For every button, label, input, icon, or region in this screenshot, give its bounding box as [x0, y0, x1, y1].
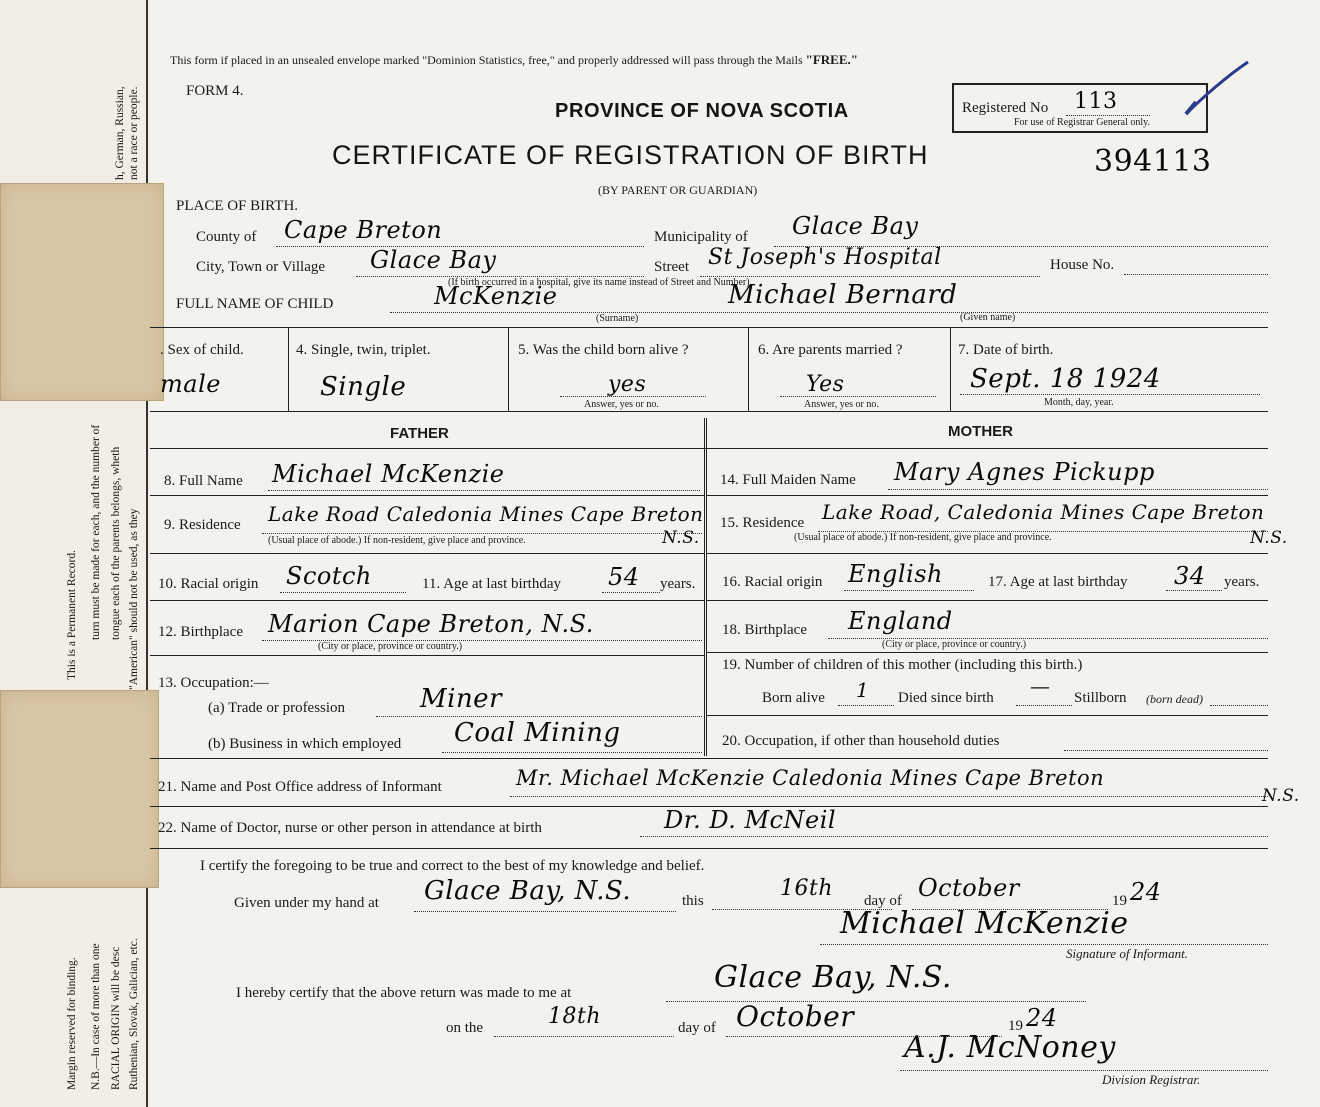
- father-heading: FATHER: [390, 425, 449, 442]
- sex-value: male: [160, 370, 221, 398]
- mother-age-label: 17. Age at last birthday: [988, 574, 1128, 590]
- father-age-unit: years.: [660, 576, 696, 592]
- registrar-year-value: 24: [1026, 1004, 1058, 1032]
- dob-value: Sept. 18 1924: [970, 364, 1161, 394]
- given-day-label: day of: [864, 893, 902, 909]
- margin-text-nb: N.B.—In case of more than one: [90, 943, 102, 1090]
- mother-birthplace-caption: (City or place, province or country.): [882, 639, 1027, 650]
- died-since-value: —: [1030, 674, 1051, 698]
- house-label: House No.: [1050, 257, 1115, 273]
- stamp-number: 394113: [1094, 144, 1212, 179]
- margin-text-permanent: This is a Permanent Record.: [66, 550, 78, 680]
- mother-racial-label: 16. Racial origin: [722, 574, 823, 590]
- registrar-place-value: Glace Bay, N.S.: [714, 960, 952, 995]
- stillborn-caption: (born dead): [1146, 692, 1203, 706]
- father-age-value: 54: [608, 563, 640, 591]
- street-label: Street: [654, 259, 689, 275]
- street-value: St Joseph's Hospital: [708, 245, 942, 270]
- father-business-value: Coal Mining: [454, 718, 621, 748]
- died-since-label: Died since birth: [898, 690, 994, 706]
- given-day-value: 16th: [780, 876, 834, 901]
- mother-name-value: Mary Agnes Pickupp: [894, 458, 1155, 486]
- registrar-signature-caption: Division Registrar.: [1102, 1072, 1201, 1087]
- certificate-title: CERTIFICATE OF REGISTRATION OF BIRTH: [332, 140, 929, 170]
- informant-signature-caption: Signature of Informant.: [1066, 946, 1188, 961]
- given-place-value: Glace Bay, N.S.: [424, 876, 632, 906]
- father-residence-value: Lake Road Caledonia Mines Cape Breton: [268, 502, 704, 526]
- margin-text-racial: RACIAL ORIGIN will be desc: [110, 946, 122, 1090]
- alive-label: 5. Was the child born alive ?: [518, 342, 689, 358]
- given-name-caption: (Given name): [960, 312, 1016, 323]
- margin-text-ruthenian: Ruthenian, Slovak, Galician, etc.: [128, 938, 140, 1090]
- father-residence-caption: (Usual place of abode.) If non-resident, give place and province.: [268, 535, 526, 546]
- registrar-signature: A.J. McNoney: [904, 1030, 1116, 1065]
- registrar-year-prefix: 19: [1008, 1018, 1023, 1034]
- surname-value: McKenzie: [434, 282, 558, 310]
- margin-text-return: turn must be made for each, and the number of: [90, 424, 102, 640]
- city-label: City, Town or Village: [196, 259, 326, 275]
- informant-value2: N.S.: [1262, 786, 1300, 806]
- certification-statement: I certify the foregoing to be true and correct to the best of my knowledge and belief.: [200, 858, 705, 874]
- father-business-label: (b) Business in which employed: [208, 736, 402, 752]
- married-value: Yes: [806, 372, 845, 397]
- married-caption: Answer, yes or no.: [804, 399, 879, 410]
- city-value: Glace Bay: [370, 246, 497, 274]
- plurality-value: Single: [320, 372, 407, 402]
- doctor-label: 22. Name of Doctor, nurse or other person in attendance at birth: [158, 820, 542, 836]
- registrar-month-value: October: [736, 1000, 855, 1033]
- given-year-value: 24: [1130, 878, 1162, 906]
- dob-caption: Month, day, year.: [1044, 397, 1114, 408]
- margin-text-german: h, German, Russian,: [114, 86, 126, 180]
- father-birthplace-label: 12. Birthplace: [158, 624, 243, 640]
- tape-strip-top: [0, 183, 164, 401]
- certificate-subtitle: (BY PARENT OR GUARDIAN): [598, 183, 758, 197]
- registered-box: [952, 83, 1208, 133]
- given-month-value: October: [918, 874, 1020, 902]
- mother-residence-value2: N.S.: [1250, 528, 1288, 548]
- informant-label: 21. Name and Post Office address of Informant: [158, 779, 442, 795]
- tape-strip-bottom: [0, 690, 159, 888]
- margin-text-tongue: tongue each of the parents belongs, wheth: [110, 446, 122, 640]
- county-label: County of: [196, 229, 257, 245]
- county-value: Cape Breton: [284, 216, 443, 244]
- municipality-value: Glace Bay: [792, 212, 919, 240]
- registrar-day-value: 18th: [548, 1004, 602, 1029]
- given-year-prefix: 19: [1112, 893, 1127, 909]
- registrar-statement: I hereby certify that the above return was made to me at: [236, 985, 572, 1001]
- mother-age-value: 34: [1174, 562, 1206, 590]
- margin-text-american: "American" should not be used, as they: [128, 508, 140, 690]
- father-birthplace-caption: (City or place, province or country.): [318, 641, 463, 652]
- mother-heading: MOTHER: [948, 423, 1013, 440]
- place-heading: PLACE OF BIRTH.: [176, 198, 299, 214]
- mail-notice: This form if placed in an unsealed envelope marked "Dominion Statistics, free," and properly addressed will pass through the Mails "FREE.": [170, 52, 858, 67]
- father-occupation-label: 13. Occupation:—: [158, 675, 269, 691]
- stillborn-label: Stillborn: [1074, 690, 1127, 706]
- dob-label: 7. Date of birth.: [958, 342, 1054, 358]
- father-residence-label: 9. Residence: [164, 517, 241, 533]
- father-age-label: 11. Age at last birthday: [422, 576, 561, 592]
- registrar-day-label: day of: [678, 1020, 716, 1036]
- plurality-label: 4. Single, twin, triplet.: [296, 342, 431, 358]
- father-name-label: 8. Full Name: [164, 473, 243, 489]
- informant-value: Mr. Michael McKenzie Caledonia Mines Cape Breton: [516, 766, 1105, 790]
- born-alive-label: Born alive: [762, 690, 825, 706]
- margin-rule: [146, 0, 148, 1107]
- sex-label: . Sex of child.: [160, 342, 244, 358]
- hospital-note: (If birth occurred in a hospital, give its name instead of Street and Number): [448, 277, 750, 288]
- registrar-note: For use of Registrar General only.: [1014, 117, 1150, 128]
- given-under-label: Given under my hand at: [234, 895, 379, 911]
- born-alive-value: 1: [856, 678, 870, 702]
- child-name-label: FULL NAME OF CHILD: [176, 296, 334, 312]
- mother-residence-label: 15. Residence: [720, 515, 805, 531]
- mother-birthplace-label: 18. Birthplace: [722, 622, 807, 638]
- informant-signature: Michael McKenzie: [840, 906, 1129, 941]
- registrar-on-the-label: on the: [446, 1020, 484, 1036]
- mother-residence-value: Lake Road, Caledonia Mines Cape Breton: [822, 500, 1265, 524]
- father-residence-value2: N.S.: [662, 528, 700, 548]
- mother-children-label: 19. Number of children of this mother (including this birth.): [722, 657, 1083, 673]
- given-this-label: this: [682, 893, 704, 909]
- mother-age-unit: years.: [1224, 574, 1260, 590]
- father-name-value: Michael McKenzie: [272, 460, 505, 488]
- alive-value: yes: [608, 372, 647, 397]
- given-name-value: Michael Bernard: [728, 280, 958, 310]
- form-number: FORM 4.: [186, 83, 244, 99]
- father-trade-label: (a) Trade or profession: [208, 700, 346, 716]
- margin-text-binding: Margin reserved for binding.: [66, 957, 78, 1090]
- mother-name-label: 14. Full Maiden Name: [720, 472, 856, 488]
- married-label: 6. Are parents married ?: [758, 342, 903, 358]
- province-title: PROVINCE OF NOVA SCOTIA: [555, 100, 849, 122]
- father-trade-value: Miner: [420, 684, 502, 714]
- mother-birthplace-value: England: [848, 607, 953, 635]
- checkmark-icon: [1182, 58, 1252, 123]
- doctor-value: Dr. D. McNeil: [664, 806, 837, 834]
- mother-residence-caption: (Usual place of abode.) If non-resident, give place and province.: [794, 532, 1052, 543]
- father-racial-value: Scotch: [286, 562, 372, 590]
- father-birthplace-value: Marion Cape Breton, N.S.: [268, 610, 594, 638]
- registered-label: Registered No: [962, 100, 1049, 116]
- registered-value: 113: [1074, 89, 1118, 114]
- alive-caption: Answer, yes or no.: [584, 399, 659, 410]
- father-racial-label: 10. Racial origin: [158, 576, 259, 592]
- mother-occupation-label: 20. Occupation, if other than household duties: [722, 733, 1000, 749]
- municipality-label: Municipality of: [654, 229, 748, 245]
- mother-racial-value: English: [848, 560, 943, 588]
- surname-caption: (Surname): [596, 313, 639, 324]
- margin-text-race: not a race or people.: [128, 86, 140, 180]
